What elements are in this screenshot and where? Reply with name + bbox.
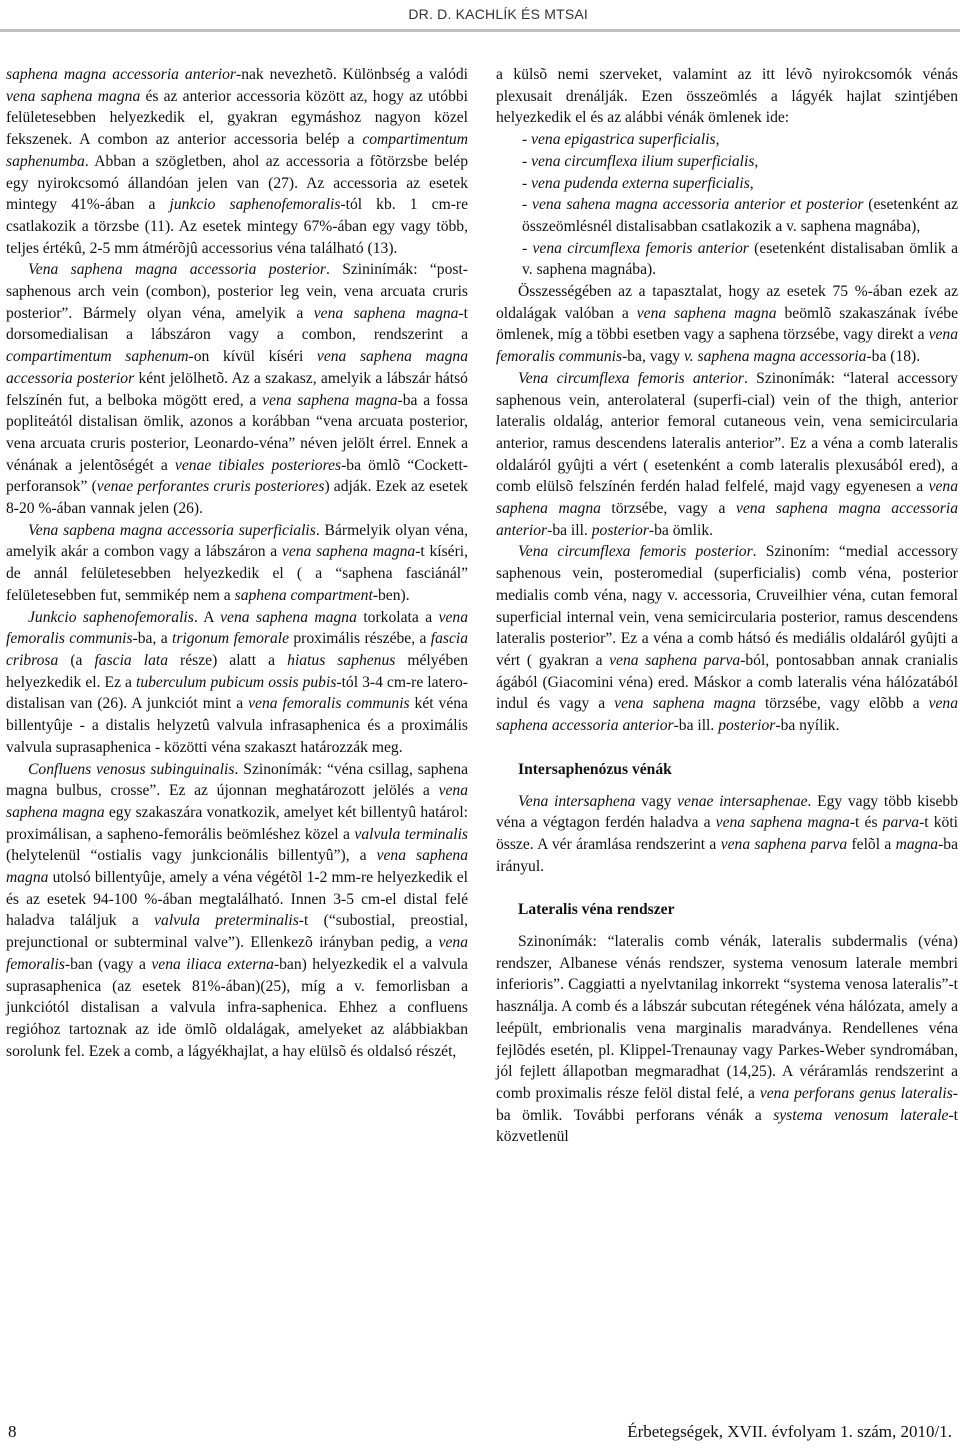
italic-term: vena sahena magna accessoria anterior et posterior bbox=[532, 196, 864, 214]
italic-term: compartimentum saphenum bbox=[6, 348, 189, 366]
italic-term: vena saphena magna bbox=[6, 782, 468, 821]
italic-term: vena saphena magna bbox=[262, 391, 398, 409]
italic-term: vena epigastrica superficialis bbox=[531, 131, 716, 149]
italic-term: tuberculum pubicum ossis pubis bbox=[136, 673, 337, 691]
paragraph: Vena sapbena magna accessoria superficialis. Bármelyik olyan véna, amelyik akár a combon vagy a lábszáron a vena saphena magna-t kíséri, de annál felületesebben helyezkedik el ( a “saphena fasciánál” felületesebben fut, semmikép nem a saphena compartment-ben). bbox=[6, 521, 469, 604]
italic-term: vena saphena magna bbox=[6, 847, 469, 887]
italic-term: Junkcio saphenofemoralis bbox=[28, 608, 194, 626]
list-item: - vena circumflexa femoris anterior (esetenként distalisaban ömlik a v. saphena magnába). bbox=[522, 239, 958, 279]
italic-term: vena iliaca externa bbox=[151, 955, 274, 973]
italic-term: vena perforans genus lateralis bbox=[759, 1084, 953, 1102]
italic-term: vena saphena magna bbox=[614, 695, 756, 713]
italic-term: posterior bbox=[591, 521, 649, 539]
italic-term: vena femoralis communis bbox=[6, 608, 468, 648]
italic-term: Vena circumflexa femoris anterior bbox=[518, 369, 744, 387]
italic-term: venae tibiales posteriores bbox=[174, 456, 342, 474]
running-header bbox=[0, 0, 960, 32]
italic-term: valvula preterminalis bbox=[154, 912, 299, 930]
italic-term: vena circumflexa femoris anterior bbox=[532, 239, 749, 257]
page-footer bbox=[0, 1422, 960, 1452]
italic-term: vena saphena magna bbox=[281, 543, 416, 561]
italic-term: v. saphena magna accessoria bbox=[683, 348, 867, 366]
list-item: - vena sahena magna accessoria anterior et posterior (esetenként az összeömlésnél distalisabban csatlakozik a v. saphena magnába), bbox=[522, 196, 958, 235]
italic-term: systema venosum laterale bbox=[773, 1106, 949, 1124]
page-number: 8 bbox=[8, 1422, 17, 1441]
running-title: DR. D. KACHLÍK ÉS MTSAI bbox=[408, 6, 588, 22]
italic-term: saphena magna accessoria anterior bbox=[6, 66, 237, 83]
paragraph: Junkcio saphenofemoralis. A vena saphena magna torkolata a vena femoralis communis-ba, a trigonum femorale proximális részébe, a fascia cribrosa (a fascia lata része) alatt a hiatus saphenus mélyében helyezkedik el. Ez a tuberculum pubicum ossis pubis-tól 3-4 cm-re latero-distalisan van (26). A junkciót mint a vena femoralis communis két véna billentyûje - a distalis helyzetû valvula infrasaphenica és a proximális valvula suprasaphenica - közötti véna szakaszt határozzák meg. bbox=[6, 608, 469, 756]
italic-term: posterior bbox=[718, 717, 776, 735]
italic-term: fascia cribrosa bbox=[6, 630, 469, 669]
italic-term: venae perforantes cruris posteriores bbox=[96, 478, 325, 496]
italic-term: magna bbox=[895, 835, 939, 853]
paragraph: Szinonímák: “lateralis comb vénák, lateralis subdermalis (véna) rendszer, Albanese vénás rendszer, systema venosum laterale membri inferioris”. Caggiatti a nyelvtanilag inkorrekt “systema venosa lateralis”-t használja. A comb és a lábszár subcutan rétegének véna hálózata, amely a leépült, embrionalis vena marginalis maradványa. Rendellenes véna fejlõdés esetén, pl. Klippel-Trenaunay vagy Parkes-Weber syndromában, jól fejlett állapotban megmaradhat (14,25). A véráramlás rendszerint a comb proximalis része felöl distal felé, a vena perforans genus lateralis-ba ömlik. További perforans vénák a systema venosum laterale-t közvetlenül bbox=[496, 933, 959, 1146]
right-column bbox=[496, 64, 958, 1148]
italic-term: vena saphena parva bbox=[609, 651, 741, 669]
italic-term: vena femoralis communis bbox=[496, 326, 958, 366]
italic-term: vena pudenda externa superficialis bbox=[531, 174, 750, 192]
paragraph: saphena magna accessoria anterior-nak nevezhetõ. Különbség a valódi vena saphena magna és az anterior accessoria között az, hogy az utóbbi felületesebben helyezkedik el, gyakran egymáshoz nagyon közel fekszenek. A combon az anterior accessoria belép a compartimentum saphenumba. Abban a szögletben, ahol az accessoria a fõtörzsbe belép egy nyirokcsomó állandóan jelen van (27). Az accessoria az esetek mintegy 41%-ában a junkcio saphenofemoralis-tól kb. 1 cm-re csatlakozik a törzsbe (11). Az esetek mintegy 67%-ában egy vagy több, teljes értékû, 2-5 mm átmérõjû accessorius véna található (13). bbox=[6, 66, 469, 257]
section-heading: Intersaphenózus vénák bbox=[518, 760, 672, 778]
italic-term: vena femoralis bbox=[6, 934, 468, 973]
italic-term: vena femoralis communis bbox=[248, 695, 410, 713]
italic-term: vena saphena parva bbox=[720, 835, 848, 853]
paragraph: Vena circumflexa femoris anterior. Szinonímák: “lateral accessory saphenous vein, anterolateral (superfi-cial) vein of the thigh, anterior lateralis oldalág, anterior femoral cutaneous vein, vena semicircularia anterior, ramus descendens lateralis anterior”. Ez a véna a comb lateralis oldaláról gyûjti a vért ( esetenként a comb lateralis plexusából ered), a comb elülsõ felszínén ferdén halad felfelé, majd vagy egyenesen a vena saphena magna törzsébe, vagy a vena saphena magna accessoria anterior-ba ill. posterior-ba ömlik. bbox=[496, 369, 958, 539]
journal-citation: Érbetegségek, XVII. évfolyam 1. szám, 2010/1. bbox=[627, 1422, 952, 1441]
italic-term: trigonum femorale bbox=[172, 630, 290, 648]
paragraph: Összességében az a tapasztalat, hogy az esetek 75 %-ában ezek az oldalágak valóban a vena saphena magna beömlõ szakaszának ívébe ömlenek, míg a többi esetben vagy a saphena törzsébe, vagy direkt a vena femoralis communis-ba, vagy v. saphena magna accessoria-ba (18). bbox=[496, 283, 958, 366]
italic-term: junkcio saphenofemoralis bbox=[169, 196, 341, 214]
section-heading: Lateralis véna rendszer bbox=[518, 901, 675, 919]
italic-term: vena saphena magna bbox=[496, 478, 958, 518]
paragraph: Vena circumflexa femoris posterior. Szinoním: “medial accessory saphenous vein, posteromedial (superficialis) comb véna, posterior medialis comb véna, nagy v. accessoria, Cruveilhier véna, cutan femoral superficial internal vein, vena semicircularia posterior, ramus descendens lateralis posterior”. Ez a véna a comb hátsó és mediális oldaláról gyûjti a vért ( gyakran a vena saphena parva-ból, pontosabban annak cranialis ágából (Giacomini véna) ered. Máskor a comb lateralis véna hálózatából indul és vagy a vena saphena magna törzsébe, vagy elõbb a vena saphena accessoria anterior-ba ill. posterior-ba nyílik. bbox=[496, 543, 959, 735]
italic-term: fascia lata bbox=[94, 651, 169, 669]
italic-term: vena circumflexa ilium superficialis bbox=[531, 152, 755, 170]
italic-term: valvula terminalis bbox=[354, 825, 468, 843]
italic-term: saphena compartment bbox=[234, 586, 373, 604]
italic-term: vena saphena magna accessoria posterior bbox=[6, 348, 469, 387]
list-item: - vena epigastrica superficialis, bbox=[522, 131, 720, 149]
italic-term: venae intersaphenae bbox=[677, 792, 808, 810]
italic-term: Vena saphena magna accessoria posterior bbox=[28, 261, 326, 279]
italic-term: vena saphena magna accessoria anterior bbox=[496, 500, 958, 539]
italic-term: compartimentum saphenumba bbox=[6, 131, 468, 170]
list-item: - vena circumflexa ilium superficialis, bbox=[522, 152, 759, 170]
paragraph: Vena intersaphena vagy venae intersaphenae. Egy vagy több kisebb véna a végtagon ferdén haladva a vena saphena magna-t és parva-t köti össze. A vér áramlása rendszerint a vena saphena parva felõl a magna-ba irányul. bbox=[496, 792, 959, 875]
paragraph: Vena saphena magna accessoria posterior. Szininímák: “post-saphenous arch vein (combon), posterior leg vein, vena arcuata cruris posterior”. Bármely olyan véna, amelyik a vena saphena magna-t dorsomedialisan a lábszáron vagy a combon, rendszerint a compartimentum saphenum-on kívül kíséri vena saphena magna accessoria posterior ként jelölhetõ. Az a szakasz, amelyik a lábszár hátsó felszínén fut, a belboka mögött ered, a vena saphena magna-ba a fossa popliteától distalisan ömlik, azonos a korábban “vena arcuata posterior, vena arcuata cruris posterior, Leonardo-véna” néven jelölt érrel. Ennek a vénának a jelentõségét a venae tibiales posteriores-ba ömlõ “Cockett-perforansok” (venae perforantes cruris posteriores) adják. Ezek az esetek 8-20 %-ában vannak jelen (26). bbox=[6, 261, 469, 518]
italic-term: vena saphena accessoria anterior bbox=[496, 695, 959, 735]
italic-term: vena saphena magna bbox=[313, 304, 459, 322]
italic-term: vena saphena magna bbox=[220, 608, 357, 626]
paragraph: Confluens venosus subinguinalis. Szinonímák: “véna csillag, saphena magna bulbus, crosse”. Ez az újonnan meghatározott jelölés a vena saphena magna egy szakaszára vonatkozik, amelyet két billentyû határol: proximálisan, a sapheno-femorális beömléshez közel a valvula terminalis (helytelenül “ostialis vagy junkcionális billentyû”), a vena saphena magna utolsó billentyûje, amely a véna végétõl 1-2 mm-re helyezkedik el és az esetek 94-100 %-ában megtalálható. Innen 3-5 cm-el distal felé haladva találjuk a valvula preterminalis-t (“subostial, preostial, prejunctional or subterminal valve”). Ellenkezõ irányban pedig, a vena femoralis-ban (vagy a vena iliaca externa-ban) helyezkedik el a valvula suprasaphenica (az esetek 81%-ában)(25), míg a v. femorlisban a junkciótól distalisan a valvula infra-saphenica. Ehhez a confluens regióhoz tartoznak az ide ömlõ oldalágak, amelyeket az alábbiakban sorolunk fel. Ezek a comb, a lágyékhajlat, a hay elülsõ és oldalsó részét, bbox=[6, 760, 469, 1060]
italic-term: vena saphena magna bbox=[6, 87, 141, 105]
italic-term: vena saphena magna bbox=[715, 814, 850, 832]
italic-term: Vena sapbena magna accessoria superficialis bbox=[28, 521, 316, 539]
italic-term: parva bbox=[882, 814, 920, 832]
italic-term: Vena intersaphena bbox=[518, 792, 636, 810]
italic-term: vena saphena magna bbox=[636, 304, 777, 322]
italic-term: Confluens venosus subinguinalis bbox=[28, 760, 235, 778]
italic-term: hiatus saphenus bbox=[287, 651, 396, 669]
italic-term: Vena circumflexa femoris posterior bbox=[518, 543, 753, 561]
left-column bbox=[6, 64, 468, 1062]
paragraph: a külsõ nemi szerveket, valamint az itt lévõ nyirokcsomók vénás plexusait drenálják. Ezen összeömlés a lágyék hajlat szintjében helyezkedik el és az alábbi vénák ömlenek ide: bbox=[496, 66, 958, 127]
list-item: - vena pudenda externa superficialis, bbox=[522, 174, 754, 192]
